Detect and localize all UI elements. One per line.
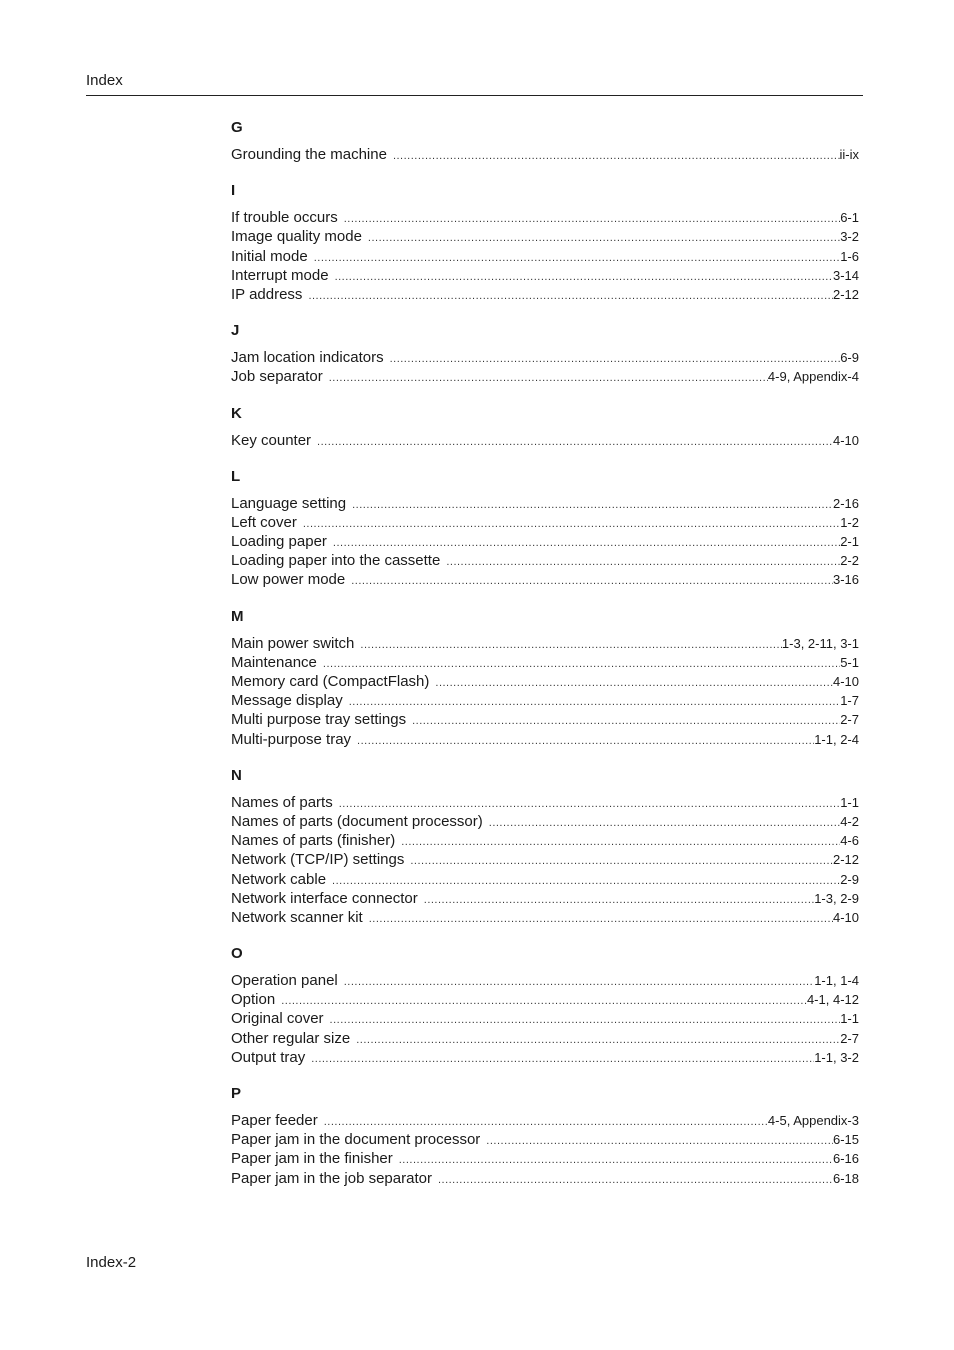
entry-pages: 1-1 bbox=[840, 1011, 859, 1027]
dot-leader bbox=[486, 1132, 833, 1151]
entry-pages: 2-12 bbox=[832, 852, 859, 868]
dot-leader bbox=[329, 369, 768, 388]
entry-term: Names of parts (finisher) bbox=[231, 832, 396, 850]
index-entry bbox=[231, 793, 859, 812]
entry-pages: 2-2 bbox=[840, 553, 859, 569]
entry-term: Network (TCP/IP) settings bbox=[231, 851, 405, 869]
entry-term: Paper jam in the finisher bbox=[231, 1150, 393, 1168]
entry-pages: 4-1, 4-12 bbox=[806, 992, 859, 1008]
index-entry bbox=[231, 1029, 859, 1048]
dot-leader bbox=[344, 973, 814, 992]
section-letter: I bbox=[231, 182, 236, 200]
entry-term: Paper jam in the job separator bbox=[231, 1169, 432, 1187]
index-entry bbox=[231, 551, 859, 570]
section-letter: G bbox=[231, 119, 243, 136]
entry-term: Key counter bbox=[231, 431, 312, 449]
index-section bbox=[231, 608, 859, 749]
entry-term: Loading paper into the cassette bbox=[231, 552, 441, 570]
entry-term: Original cover bbox=[231, 1010, 324, 1028]
entry-pages: 2-12 bbox=[832, 286, 859, 302]
entry-pages: ii-ix bbox=[839, 147, 859, 162]
entry-pages: 6-1 bbox=[840, 210, 859, 226]
entry-term: Operation panel bbox=[231, 972, 338, 990]
entry-pages: 6-15 bbox=[832, 1132, 859, 1148]
entry-pages: 6-16 bbox=[832, 1151, 859, 1167]
entry-pages: 4-2 bbox=[840, 813, 859, 829]
page-number: Index-2 bbox=[86, 1254, 137, 1271]
section-letter: M bbox=[231, 607, 244, 625]
entry-term: Language setting bbox=[231, 494, 347, 512]
entry-term: Grounding the machine bbox=[231, 146, 387, 163]
index-section bbox=[231, 322, 859, 386]
index-entry bbox=[231, 227, 859, 246]
index-entry bbox=[231, 1169, 859, 1188]
dot-leader bbox=[435, 674, 833, 693]
index-section bbox=[231, 119, 859, 164]
dot-leader bbox=[330, 1011, 841, 1030]
entry-term: Multi purpose tray settings bbox=[231, 711, 407, 729]
entry-pages: 4-6 bbox=[840, 833, 859, 849]
dot-leader bbox=[317, 433, 833, 452]
dot-leader bbox=[344, 210, 840, 229]
index-entry bbox=[231, 431, 859, 450]
entry-term: Paper jam in the document processor bbox=[231, 1131, 481, 1149]
section-letter: O bbox=[231, 945, 243, 963]
index-entry bbox=[231, 870, 859, 889]
index-section bbox=[231, 468, 859, 590]
dot-leader bbox=[393, 147, 840, 166]
entry-pages: 2-7 bbox=[840, 712, 859, 728]
entry-pages: 4-10 bbox=[832, 674, 859, 689]
index-entry bbox=[231, 653, 859, 672]
page-header bbox=[86, 72, 863, 96]
index-entry bbox=[231, 208, 859, 227]
entry-pages: 4-5, Appendix-3 bbox=[767, 1113, 859, 1128]
index-entry bbox=[231, 908, 859, 927]
dot-leader bbox=[335, 268, 833, 287]
dot-leader bbox=[311, 1050, 814, 1069]
index-entry bbox=[231, 710, 859, 729]
dot-leader bbox=[356, 1031, 840, 1050]
dot-leader bbox=[446, 553, 840, 572]
entry-pages: 1-3, 2-9 bbox=[814, 890, 859, 906]
entry-term: Message display bbox=[231, 692, 343, 710]
entry-term: Interrupt mode bbox=[231, 266, 329, 284]
index-entry bbox=[231, 367, 859, 386]
entry-pages: 3-16 bbox=[832, 572, 859, 588]
dot-leader bbox=[349, 693, 840, 712]
entry-pages: 4-9, Appendix-4 bbox=[767, 369, 859, 385]
dot-leader bbox=[357, 732, 814, 751]
entry-pages: 4-10 bbox=[832, 432, 859, 448]
section-letter: J bbox=[231, 322, 240, 340]
entry-pages: 1-7 bbox=[840, 693, 859, 709]
index-entry bbox=[231, 831, 859, 850]
index-section bbox=[231, 945, 859, 1067]
dot-leader bbox=[438, 1171, 833, 1190]
entry-term: Network scanner kit bbox=[231, 908, 363, 926]
index-entry bbox=[231, 348, 859, 367]
index-entry bbox=[231, 145, 859, 164]
index-entry bbox=[231, 850, 859, 869]
index-entry bbox=[231, 634, 859, 653]
dot-leader bbox=[360, 636, 782, 655]
index-entry bbox=[231, 266, 859, 285]
entry-term: Jam location indicators bbox=[231, 349, 384, 367]
entry-term: Network cable bbox=[231, 870, 327, 888]
index-section bbox=[231, 767, 859, 927]
index-list bbox=[231, 119, 859, 1206]
index-section bbox=[231, 1085, 859, 1188]
entry-term: Names of parts bbox=[231, 793, 333, 811]
entry-term: Initial mode bbox=[231, 247, 308, 265]
dot-leader bbox=[352, 496, 833, 515]
entry-pages: 1-1, 3-2 bbox=[814, 1049, 859, 1065]
index-entry bbox=[231, 672, 859, 691]
index-entry bbox=[231, 1111, 859, 1130]
index-entry bbox=[231, 532, 859, 551]
entry-pages: 2-9 bbox=[840, 871, 859, 887]
index-entry bbox=[231, 494, 859, 513]
entry-pages: 3-2 bbox=[840, 229, 859, 245]
dot-leader bbox=[412, 712, 840, 731]
index-section bbox=[231, 182, 859, 304]
entry-term: If trouble occurs bbox=[231, 209, 338, 227]
entry-term: Job separator bbox=[231, 368, 323, 386]
running-head: Index bbox=[86, 72, 123, 89]
index-entry bbox=[231, 1009, 859, 1028]
entry-term: Multi-purpose tray bbox=[231, 730, 352, 748]
entry-pages: 3-14 bbox=[832, 267, 859, 283]
index-section bbox=[231, 405, 859, 450]
index-entry bbox=[231, 990, 859, 1009]
dot-leader bbox=[401, 833, 840, 852]
entry-term: IP address bbox=[231, 285, 303, 303]
section-letter: K bbox=[231, 404, 242, 422]
dot-leader bbox=[369, 910, 833, 929]
index-entry bbox=[231, 812, 859, 831]
dot-leader bbox=[281, 992, 807, 1011]
index-entry bbox=[231, 1149, 859, 1168]
dot-leader bbox=[410, 852, 833, 871]
index-entry bbox=[231, 1048, 859, 1067]
entry-pages: 5-1 bbox=[840, 654, 859, 670]
dot-leader bbox=[489, 814, 840, 833]
dot-leader bbox=[399, 1151, 833, 1170]
index-entry bbox=[231, 730, 859, 749]
dot-leader bbox=[303, 515, 840, 534]
entry-term: Memory card (CompactFlash) bbox=[231, 673, 430, 690]
entry-term: Names of parts (document processor) bbox=[231, 812, 483, 830]
index-entry bbox=[231, 247, 859, 266]
entry-pages: 4-10 bbox=[832, 909, 859, 925]
index-entry bbox=[231, 285, 859, 304]
entry-pages: 2-7 bbox=[840, 1030, 859, 1046]
dot-leader bbox=[351, 572, 833, 591]
section-letter: N bbox=[231, 766, 242, 784]
entry-term: Other regular size bbox=[231, 1029, 351, 1047]
entry-pages: 6-9 bbox=[840, 350, 859, 366]
entry-term: Image quality mode bbox=[231, 228, 362, 246]
entry-pages: 1-1, 1-4 bbox=[814, 973, 859, 989]
dot-leader bbox=[314, 249, 840, 268]
entry-term: Maintenance bbox=[231, 653, 317, 671]
entry-term: Network interface connector bbox=[231, 889, 418, 907]
entry-term: Output tray bbox=[231, 1048, 306, 1066]
index-entry bbox=[231, 691, 859, 710]
index-entry bbox=[231, 1130, 859, 1149]
entry-pages: 1-6 bbox=[840, 248, 859, 264]
entry-pages: 1-3, 2-11, 3-1 bbox=[781, 635, 859, 651]
dot-leader bbox=[424, 891, 814, 910]
entry-term: Left cover bbox=[231, 513, 297, 531]
entry-pages: 1-1 bbox=[840, 794, 859, 810]
entry-term: Main power switch bbox=[231, 634, 355, 652]
entry-term: Loading paper bbox=[231, 533, 327, 551]
index-entry bbox=[231, 889, 859, 908]
section-letter: L bbox=[231, 467, 241, 485]
entry-term: Paper feeder bbox=[231, 1112, 318, 1129]
entry-pages: 1-1, 2-4 bbox=[814, 731, 859, 747]
entry-pages: 1-2 bbox=[840, 514, 859, 530]
index-entry bbox=[231, 513, 859, 532]
entry-pages: 2-1 bbox=[840, 534, 859, 550]
entry-pages: 2-16 bbox=[832, 495, 859, 511]
index-entry bbox=[231, 570, 859, 589]
entry-pages: 6-18 bbox=[832, 1170, 859, 1186]
dot-leader bbox=[368, 229, 840, 248]
section-letter: P bbox=[231, 1085, 242, 1102]
dot-leader bbox=[308, 287, 833, 306]
index-entry bbox=[231, 971, 859, 990]
entry-term: Low power mode bbox=[231, 571, 346, 589]
entry-term: Option bbox=[231, 991, 276, 1009]
